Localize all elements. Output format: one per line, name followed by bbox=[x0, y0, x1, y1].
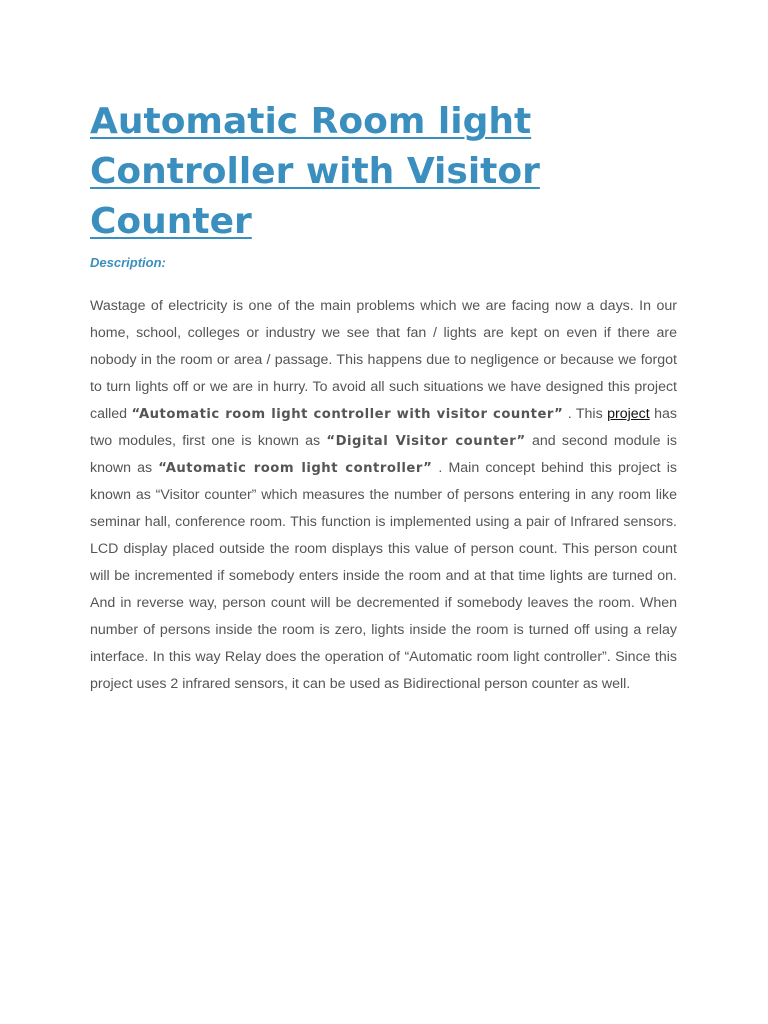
paragraph-text-4: and second module is known as bbox=[90, 433, 677, 476]
project-link[interactable]: project bbox=[607, 406, 650, 422]
title-line-3: Counter bbox=[90, 201, 252, 242]
title-line-2: Controller with Visitor bbox=[90, 151, 540, 192]
paragraph-text-5: . Main concept behind this project is known as “Visitor counter” which measures the number of persons entering in any room like seminar hall, conference room. This function is implemented using a pair of Infrared sensors. LCD display placed outside the room displays this value of person count. This person count will be incremented if somebody enters inside the room and at that time lights are turned on. And in reverse way, person count will be decremented if somebody leaves the room. When number of persons inside the room is zero, lights inside the room is turned off using a relay interface. In this way Relay does the operation of “Automatic room light controller”. Since this project uses 2 infrared sensors, it can be used as Bidirectional person counter as well. bbox=[90, 460, 677, 692]
paragraph-text-1: Wastage of electricity is one of the main problems which we are facing now a days. In our home, school, colleges or industry we see that fan / lights are kept on even if there are nobody in the room or area / passage. This happens due to negligence or because we forgot to turn lights off or we are in hurry. To avoid all such situations we have designed this project called bbox=[90, 298, 677, 422]
project-name-bold: “Automatic room light controller with visitor counter” bbox=[131, 407, 564, 422]
document-title bbox=[90, 97, 610, 247]
paragraph-text-3: has two modules, first one is known as bbox=[90, 406, 677, 449]
paragraph-text-2: . This bbox=[563, 406, 608, 422]
module-two-bold: “Automatic room light controller” bbox=[158, 461, 433, 476]
title-line-1: Automatic Room light bbox=[90, 101, 532, 142]
module-one-bold: “Digital Visitor counter” bbox=[326, 434, 526, 449]
description-label: Description: bbox=[90, 255, 166, 270]
description-paragraph bbox=[90, 293, 677, 698]
